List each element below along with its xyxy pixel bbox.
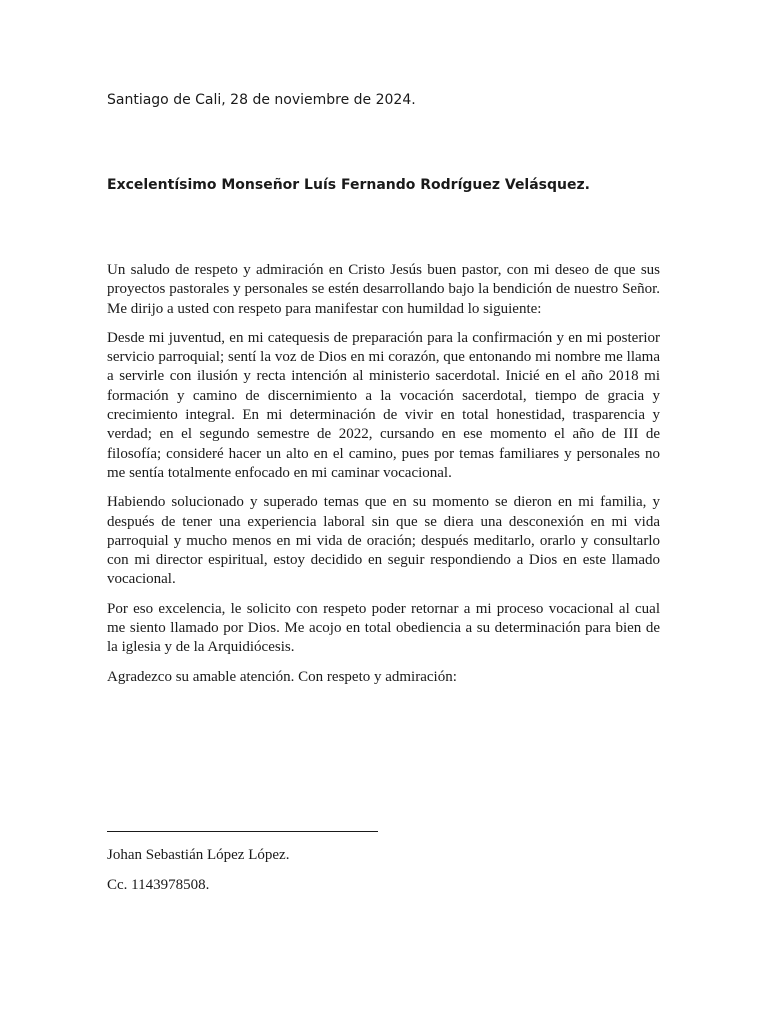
letter-date: Santiago de Cali, 28 de noviembre de 2024.	[107, 92, 416, 108]
letter-paragraph-closing: Agradezco su amable atención. Con respeto y admiración:	[107, 668, 457, 685]
signature-name: Johan Sebastián López López.	[107, 847, 290, 863]
signature-id-number: Cc. 1143978508.	[107, 877, 210, 893]
signature-line	[107, 831, 378, 832]
letter-page	[107, 0, 660, 1024]
letter-paragraph-request: Por eso excelencia, le solicito con respeto poder retornar a mi proceso vocacional al cual me siento llamado por Dios. Me acojo en total obediencia a su determinación para bien de la iglesia y de la Arquidiócesis.	[107, 600, 660, 656]
letter-paragraph-resolution: Habiendo solucionado y superado temas que en su momento se dieron en mi familia, y después de tener una experiencia laboral sin que se diera una desconexión en mi vida parroquial y mucho menos en mi vida de oración; después meditarlo, orarlo y consultarlo con mi director espiritual, estoy decidido en seguir respondiendo a Dios en este llamado vocacional.	[107, 494, 660, 588]
letter-recipient: Excelentísimo Monseñor Luís Fernando Rodríguez Velásquez.	[107, 177, 590, 193]
letter-paragraph-background: Desde mi juventud, en mi catequesis de preparación para la confirmación y en mi posterior servicio parroquial; sentí la voz de Dios en mi corazón, que entonando mi nombre me llama a servirle con ilusión y recta intención al ministerio sacerdotal. Inicié en el año 2018 mi formación y camino de discernimiento a la vocación sacerdotal, tiempo de gracia y crecimiento integral. En mi determinación de vivir en total honestidad, trasparencia y verdad; en el segundo semestre de 2022, cursando en ese momento el año de III de filosofía; consideré hacer un alto en el camino, pues por temas familiares y personales no me sentía totalmente enfocado en mi caminar vocacional.	[107, 329, 660, 481]
letter-body	[107, 261, 660, 697]
letter-paragraph-greeting: Un saludo de respeto y admiración en Cristo Jesús buen pastor, con mi deseo de que sus proyectos pastorales y personales se estén desarrollando bajo la bendición de nuestro Señor. Me dirijo a usted con respeto para manifestar con humildad lo siguiente:	[107, 262, 660, 317]
